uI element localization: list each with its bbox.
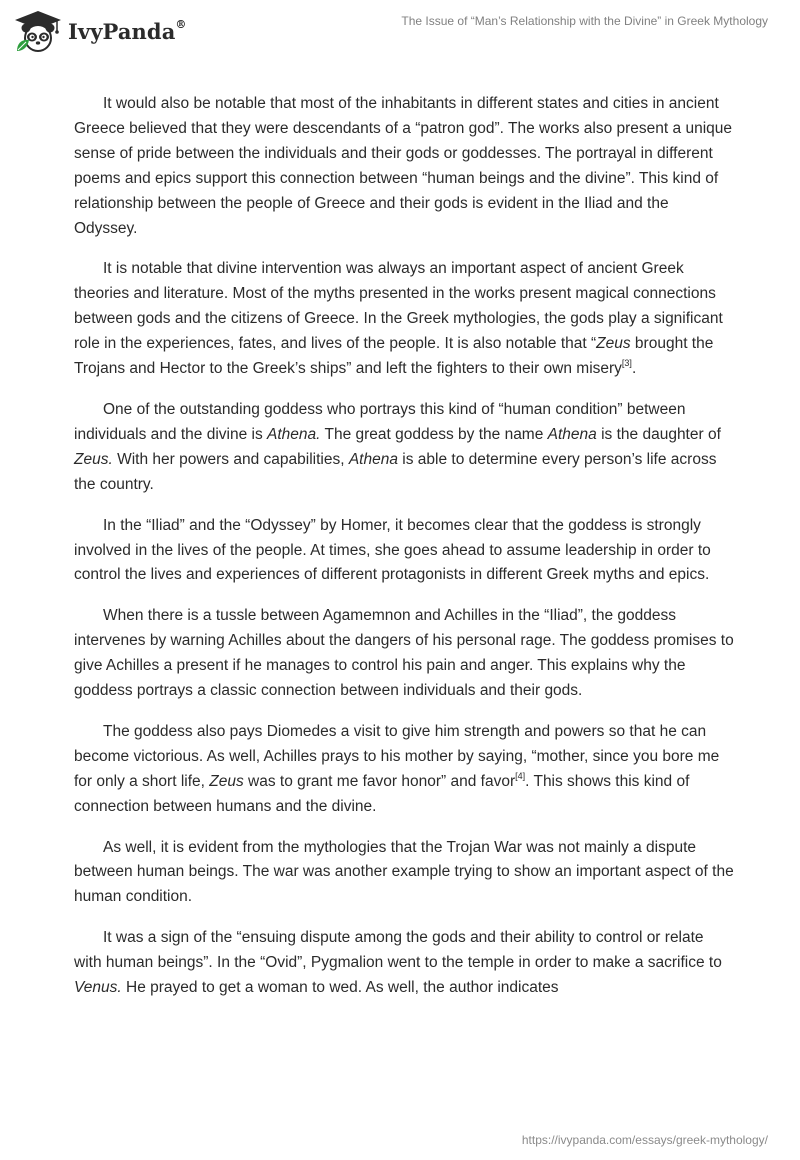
ivypanda-logo[interactable] <box>12 9 187 53</box>
brand-name: IvyPanda® <box>68 18 187 44</box>
paragraph: It is notable that divine intervention was always an important aspect of ancient Greek theories and literature. Most of the myths presented in the works present magical connections between gods and the citizens of Greece. In the Greek mythologies, the gods play a significant role in the experiences, fates, and lives of the people. It is also notable that “Zeus brought the Trojans and Hector to the Greek’s ships” and left the fighters to their own misery[3]. <box>74 260 723 378</box>
paragraph: It would also be notable that most of the inhabitants in different states and cities in ancient Greece believed that they were descendants of a “patron god”. The works also present a unique sense of pride between the individuals and their gods or goddesses. The portrayal in different poems and epics support this connection between “human beings and the divine”. This kind of relationship between the people of Greece and their gods is evident in the Iliad and the Odyssey. <box>74 95 733 237</box>
citation-ref[interactable]: [3] <box>621 358 632 369</box>
paragraph: It was a sign of the “ensuing dispute among the gods and their ability to control or relate with human beings”. In the “Ovid”, Pygmalion went to the temple in order to make a sacrifice to Venus. He prayed to get a woman to wed. As well, the author indicates <box>74 929 722 997</box>
panda-graduate-icon <box>12 9 64 53</box>
paragraph: The goddess also pays Diomedes a visit to give him strength and powers so that he can become victorious. As well, Achilles prays to his mother by saying, “mother, since you bore me for only a short life, Zeus was to grant me favor honor” and favor[4]. This shows this kind of connection between humans and the divine. <box>74 722 720 815</box>
page-header <box>0 0 800 60</box>
essay-body <box>74 92 734 1017</box>
document-title: The Issue of “Man’s Relationship with the Divine” in Greek Mythology <box>401 14 768 28</box>
paragraph: When there is a tussle between Agamemnon and Achilles in the “Iliad”, the goddess intervenes by warning Achilles about the dangers of his personal rage. The goddess promises to give Achilles a present if he manages to control his pain and anger. This explains why the goddess portrays a classic connection between individuals and their gods. <box>74 607 734 700</box>
source-url[interactable]: https://ivypanda.com/essays/greek-mythology/ <box>521 1133 768 1147</box>
citation-ref[interactable]: [4] <box>515 770 526 781</box>
paragraph: As well, it is evident from the mythologies that the Trojan War was not mainly a dispute between human beings. The war was another example trying to show an important aspect of the human condition. <box>74 838 734 906</box>
paragraph: In the “Iliad” and the “Odyssey” by Homer, it becomes clear that the goddess is strongly involved in the lives of the people. At times, she goes ahead to assume leadership in order to control the lives and experiences of different protagonists in different Greek myths and epics. <box>74 516 711 584</box>
paragraph: One of the outstanding goddess who portrays this kind of “human condition” between individuals and the divine is Athena. The great goddess by the name Athena is the daughter of Zeus. With her powers and capabilities, Athena is able to determine every person’s life across the country. <box>74 400 721 493</box>
